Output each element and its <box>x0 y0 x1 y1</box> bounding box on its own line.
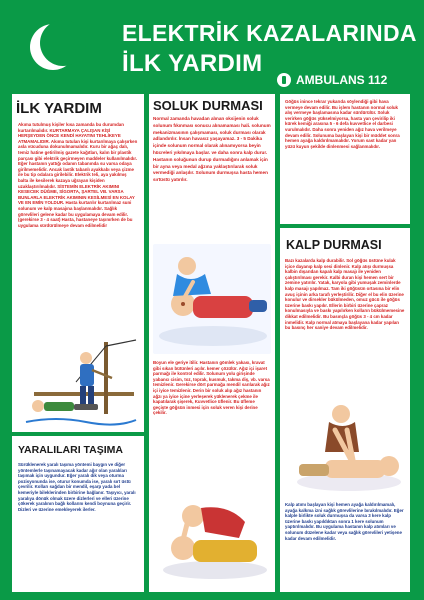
rescue-illustration <box>16 334 140 428</box>
poster-header <box>0 0 424 92</box>
cpr-scene-svg <box>285 396 405 496</box>
ilk-yardim-heading: İLK YARDIM <box>16 100 102 117</box>
kalp-durmasi-text-1: Bazı kazalarda kalp durabilir. Sol göğüs üstüne kulak içice dayanıp kalp sesi dinlenir. Kalp atışı durmuşsa kalbin dışarıdan kapalı kalp masajı ile yeniden çalıştırılması gerekir. Kalbi duran kişi hemen sert bir zemine yatırılır. Yatak, karyola gibi yumuşak zeminlerde kalp masajı yapılmaz. Tam iki göğüsün ortasına bir elin avuç içinin arka tarafı yerleştirilir. Diğer el bu elin üzerine konulur ve dirsekler bükülmeden, omuz gücü ile göğüs üzerine baskı yapılır. Ellerin birbiri üzerine çapraz konulmasıyla ve baskı yapılırken kolların bükülmemesine dikkat edilmelidir. Bu basınçla göğüs 3 - 4 cm kadar inmelidir. Kalp normal atmaya başlayana kadar yapılan bu basınç her saniye devam edilmelidir. <box>285 258 405 331</box>
rescue-scene-svg <box>16 334 140 428</box>
yaralilari-tasima-panel <box>12 436 144 592</box>
ambulance-number: AMBULANS 112 <box>296 73 388 87</box>
phone-badge-icon <box>277 73 291 87</box>
ilk-yardim-text: Akıma tutulmuş kişiler kısa zamanda bu durumdan kurtarılmalıdır. KURTARMAYA ÇALIŞAN KİŞİ HERŞEYDEN ÖNCE KENDİ HAYATINI TEHLİKEYE ATMAMALIDIR. Akıma tutulan kişi kurtarılmaya çalışırken asla vücuduna dokunulmamalıdır. Kuru bir ağaç dalı, temiz hatine getirilmiş gazete kağıtları, kalın bir plastik parçası gibi elektrik geçirmeyen maddeler kullanılmalıdır. Eğer hastanın yattığı odanın tabanında su varsa odaya girilmemelidir. Ancak lastik tabanlı ayakkabı veya çizme ile bu tip odalara girilebilir. Elektrik teli, aya yakılmış balta ile kesilerek kazaya uğrayan kişiden uzaklaştırılmalıdır. SİSTEMİN ELEKTRİK AKIMINI KESECEK DÜĞME, SİGORTA, ŞARTEL VB. VARSA BUNLARLA ELEKTRİK AKIMININ KESİLMESİ EN KOLAY VE EN EMİN YOLDUR. Hasta kurtarılır kurtarılmaz suni solunum ve kalp masajına başlanmalıdır. Sağlık görevlileri gelene kadar bu uygulamaya devam edilir. (gerekirse 3 - 4 saat) Hasta, hastaneye taşınırken de bu uygulama sürdürülmeye devam edilmelidir <box>18 122 138 228</box>
crescent-moon-icon <box>30 24 76 70</box>
poster-title-line2: İLK YARDIM <box>122 50 263 77</box>
cpr-illustration <box>285 396 405 496</box>
soluk-durmasi-text-2: Boyun ele geriye itilir. Hastanın gömlek yakası, kravat gibi sıkan bütünleri açılır. kemer çözülür. Ağız içi işaret parmağı ile kontrol edilir. Solunum yolu girişinde yabancı cisim, toz, toprak, kusmuk, takma diş, vb. varsa temizlenir. Gerekirse dört parmağa mendil sarılarak ağız içi iyice temizlenir. Derin bir soluk alıp ağız hastanın ağzı ya iyice içine yerleşerek yüklenerek çekme ile kapatılarak şişerek, Kuvvetlice üflenir. Bu üfleme geçişte göğsün inmesi için soluk veren kişi derine çekilir. <box>153 360 270 416</box>
poster-title-line1: ELEKTRİK KAZALARINDA <box>122 20 417 46</box>
kalp-durmasi-panel <box>280 228 410 592</box>
airway-check-illustration <box>153 244 271 354</box>
solunum-devam-text: Göğüs inince tekrar yukarıda söylendiği gibi hava vermeye devam edilir. Bu işlem hastanın normal soluk alış vermeye başlamasına kadar sürdürülür. Soluk verirken göğüs yükselmiyorsa, hasta yan çevirilip iki kürek kemiği arasına 5 - 6 defa kuvvetlice el darbesi vurulmalıdır. Daha sonra yeniden ağız hava verilmeye devam edilir. Solunuma başlayan kişi bir müddet sonra hemen ayağa kaldırılmamalıdır. Yorum sast kadar yan yüzü kuyun şekilde dinlenmesi sağlanmalıdır. <box>285 99 400 149</box>
airway-scene-svg <box>153 244 271 354</box>
ilk-yardim-panel <box>12 94 144 432</box>
soluk-durmasi-panel <box>149 94 275 592</box>
yaralilari-tasima-heading: YARALILARI TAŞIMA <box>18 444 123 456</box>
yaralilari-tasima-text: Sürüklenerek yaralı taşıma yöntemi baygın ve diğer yöntemlerle taşınamayacak kadar ağır olan yaralıları taşımak için uygundur. Eğer yaralı dik veya oturma pozisyonunda ise, oturur konumda ise, yaralı sırt üstü çevrilir. Kolları sağdan bir mendil, eşarp yada bel kemeriyle bileklerinden birbirine bağlanır. Taşıyıcı, yaralı yaralıya dönük olmak üzere dizlerleri ve elleri üzerine çökerek yaralının bağlı kollarını kendi boynuna geçirir. Dizleri ve üzerine emekleyerek ilerler. <box>18 462 136 512</box>
mouth-to-mouth-illustration <box>153 478 271 586</box>
soluk-durmasi-heading: SOLUK DURMASI <box>153 98 263 113</box>
mouth-to-mouth-svg <box>153 478 271 586</box>
soluk-durmasi-text-1: Normal zamanda havadan alınan oksijenin soluk solunum fıkınması sonucu alınamaması hali. solunum mekanizmasının çalışmaması, soluk durması olarak adlandırılır. İnsan havasız yaşayamaz. 3 - 5 Dakika içinde solunum normal olarak alınamıyorsa beyin hücreleri yıkılmaya başlar. ve daha sonra kalp durur. Hastanın soluğunun durup durmadığını anlamak için bir ayna veya medal ağzına yaklaştırılarak soluk vermediği anlaşılır. Solunum durmuşsa hasta hemen sırtüstü yatırılır. <box>153 116 271 183</box>
solunum-devam-panel <box>280 94 410 224</box>
kalp-durmasi-text-2: Kalp atımı başlayan kişi hemen ayağa kaldırılmamalı, ayağa kalkma izni sağlık görevlilerine bırakılmalıdır. Eğer kalple birlikte soluk durmuşsa da varsa 3 kere kalp üzerine baskı yapıldıktan sonra 1 kere solunum yaptırılmalıdır. Bu uygulama hastanın kalp atımları ve solunum düzelene kadar veya sağlık görevlileri yetişene kadar devam edilmelidir. <box>285 502 404 541</box>
kalp-durmasi-heading: KALP DURMASI <box>286 238 382 252</box>
